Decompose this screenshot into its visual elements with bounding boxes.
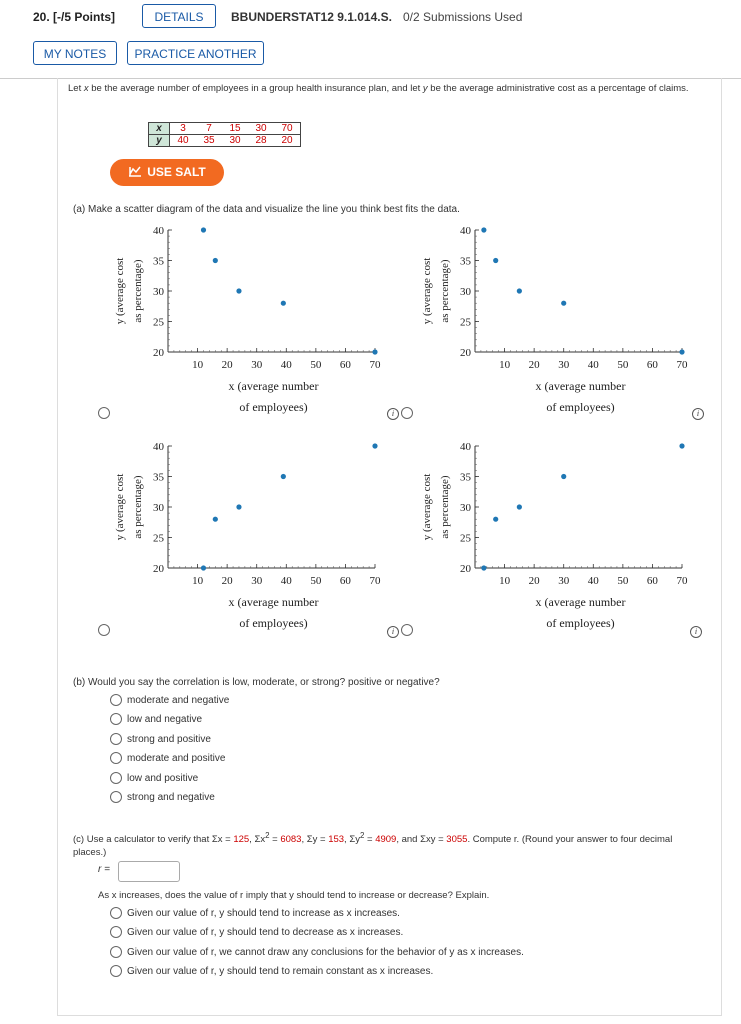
y-tick-label: 30 — [153, 502, 164, 514]
y-tick-label: 35 — [153, 471, 164, 484]
y-tick-label: 35 — [153, 255, 164, 268]
radio-button[interactable] — [110, 752, 122, 764]
y-tick-label: 25 — [460, 532, 471, 545]
part-b-option[interactable] — [110, 791, 215, 805]
option-label: low and positive — [127, 773, 199, 784]
y-axis-label: as percentage) — [439, 259, 451, 323]
table-cell: 15 — [222, 123, 248, 135]
part-c-option[interactable] — [110, 946, 524, 960]
x-tick-label: 20 — [528, 359, 540, 371]
x-tick-label: 70 — [676, 575, 688, 587]
table-cell: 30 — [222, 135, 248, 147]
data-point — [493, 517, 498, 522]
y-axis-label: as percentage) — [132, 475, 144, 539]
table-cell: 7 — [196, 123, 222, 135]
y-tick-label: 35 — [460, 255, 471, 268]
sum-x2-value: 6083 — [280, 834, 302, 846]
part-c-text: , Σy = — [301, 834, 329, 846]
part-c-text: , and Σxy = — [396, 834, 447, 846]
submissions-count: 0/2 Submissions Used — [403, 10, 523, 24]
y-tick-label: 35 — [460, 471, 471, 484]
scatter-plot-option-4 — [415, 438, 700, 638]
x-tick-label: 30 — [251, 575, 263, 587]
y-axis-label: y (average cost — [114, 257, 126, 325]
x-tick-label: 40 — [587, 575, 599, 587]
x-tick-label: 10 — [499, 575, 511, 587]
part-c-text: = — [364, 834, 376, 846]
info-icon[interactable]: i — [387, 408, 399, 420]
x-tick-label: 50 — [617, 359, 629, 371]
data-point — [561, 301, 566, 306]
part-c-text: . Compute r. (Round your answer to four decimal places.) — [73, 834, 673, 859]
radio-plot-option-2[interactable] — [401, 407, 413, 419]
data-point — [372, 349, 377, 354]
use-salt-label: USE SALT — [147, 165, 206, 179]
use-salt-button[interactable] — [110, 159, 224, 186]
option-label: Given our value of r, y should tend to decrease as x increases. — [127, 927, 404, 938]
option-label: Given our value of r, y should tend to remain constant as x increases. — [127, 966, 434, 977]
x-tick-label: 50 — [310, 575, 322, 587]
y-tick-label: 30 — [460, 502, 471, 514]
data-point — [481, 227, 486, 232]
part-c-text: , Σx — [249, 834, 266, 846]
r-input[interactable] — [118, 861, 180, 882]
x-axis-label: of employees) — [546, 400, 615, 414]
x-tick-label: 40 — [587, 359, 599, 371]
y-tick-label: 30 — [460, 286, 471, 298]
data-point — [213, 517, 218, 522]
part-c-sup: 2 — [359, 831, 365, 840]
x-axis-label: of employees) — [239, 616, 308, 630]
x-tick-label: 10 — [192, 359, 204, 371]
data-point — [372, 443, 377, 448]
x-axis-label: x (average number — [535, 379, 626, 393]
my-notes-button[interactable]: MY NOTES — [33, 41, 117, 65]
radio-button[interactable] — [110, 907, 122, 919]
intro-text: be the average administrative cost as a percentage of claims. — [427, 83, 689, 94]
part-c-option[interactable] — [110, 965, 433, 979]
y-axis-label: y (average cost — [421, 473, 433, 541]
radio-button[interactable] — [110, 946, 122, 958]
x-tick-label: 70 — [369, 575, 381, 587]
data-point — [493, 258, 498, 263]
radio-button[interactable] — [110, 713, 122, 725]
part-b-prompt: (b) Would you say the correlation is low, moderate, or strong? positive or negative? — [73, 677, 440, 688]
radio-button[interactable] — [110, 791, 122, 803]
option-label: moderate and negative — [127, 695, 230, 706]
scatter-plot-option-2 — [415, 222, 700, 422]
radio-button[interactable] — [110, 926, 122, 938]
part-b-option[interactable] — [110, 713, 202, 727]
y-tick-label: 25 — [153, 532, 164, 545]
x-tick-label: 30 — [558, 575, 570, 587]
x-tick-label: 20 — [528, 575, 540, 587]
data-point — [517, 504, 522, 509]
data-point — [517, 288, 522, 293]
y-tick-label: 40 — [460, 225, 471, 237]
sum-x-value: 125 — [233, 834, 250, 846]
table-cell: 35 — [196, 135, 222, 147]
x-axis-label: x (average number — [535, 595, 626, 609]
data-point — [281, 474, 286, 479]
x-tick-label: 10 — [192, 575, 204, 587]
option-label: Given our value of r, y should tend to increase as x increases. — [127, 908, 400, 919]
sum-y2-value: 4909 — [375, 834, 397, 846]
radio-plot-option-4[interactable] — [401, 624, 413, 636]
info-icon[interactable]: i — [387, 626, 399, 638]
data-point — [281, 301, 286, 306]
intro-text: be the average number of employees in a group health insurance plan, and let — [88, 83, 423, 94]
x-tick-label: 30 — [558, 359, 570, 371]
x-tick-label: 50 — [310, 359, 322, 371]
option-label: Given our value of r, we cannot draw any conclusions for the behavior of y as x increases. — [127, 947, 524, 958]
part-c-question: As x increases, does the value of r imply that y should tend to increase or decrease? Explain. — [98, 890, 490, 901]
scatter-plot-option-1 — [108, 222, 393, 422]
question-intro — [68, 82, 708, 96]
y-tick-label: 25 — [460, 316, 471, 329]
y-tick-label: 40 — [153, 441, 164, 453]
part-b-option[interactable] — [110, 752, 225, 766]
table-cell: 28 — [248, 135, 274, 147]
y-tick-label: 20 — [460, 347, 471, 359]
data-point — [561, 474, 566, 479]
x-axis-label: x (average number — [228, 379, 319, 393]
x-axis-label: x (average number — [228, 595, 319, 609]
table-cell: 40 — [170, 135, 197, 147]
radio-plot-option-1[interactable] — [98, 407, 110, 419]
r-label: r = — [98, 864, 110, 875]
y-tick-label: 20 — [460, 563, 471, 575]
y-tick-label: 40 — [153, 225, 164, 237]
radio-button[interactable] — [110, 694, 122, 706]
table-cell: 3 — [170, 123, 197, 135]
intro-var-x: x — [83, 83, 89, 94]
data-point — [481, 565, 486, 570]
part-c-text: (c) Use a calculator to verify that Σx = — [73, 834, 234, 846]
part-b-option[interactable] — [110, 694, 229, 708]
radio-button[interactable] — [110, 965, 122, 977]
part-b-option[interactable] — [110, 772, 198, 786]
table-cell: 70 — [274, 123, 301, 135]
x-tick-label: 20 — [221, 359, 233, 371]
data-table — [148, 122, 301, 147]
option-label: strong and positive — [127, 734, 211, 745]
y-tick-label: 40 — [460, 441, 471, 453]
sum-y-value: 153 — [328, 834, 345, 846]
y-tick-label: 20 — [153, 347, 164, 359]
info-icon[interactable]: i — [690, 626, 702, 638]
x-tick-label: 20 — [221, 575, 233, 587]
part-c-option[interactable] — [110, 926, 403, 940]
info-icon[interactable]: i — [692, 408, 704, 420]
x-tick-label: 40 — [280, 575, 292, 587]
part-c-text: = — [269, 834, 281, 846]
part-a-prompt: (a) Make a scatter diagram of the data and visualize the line you think best fits the data. — [73, 204, 460, 215]
part-b-option[interactable] — [110, 733, 211, 747]
details-button[interactable]: DETAILS — [142, 4, 216, 28]
x-tick-label: 40 — [280, 359, 292, 371]
x-tick-label: 60 — [646, 575, 658, 587]
y-axis-label: as percentage) — [132, 259, 144, 323]
option-label: low and negative — [127, 714, 203, 725]
x-axis-label: of employees) — [546, 616, 615, 630]
table-row-x — [149, 123, 301, 135]
table-cell: 30 — [248, 123, 274, 135]
part-c-text: , Σy — [344, 834, 360, 846]
part-c-prompt — [73, 829, 703, 859]
radio-plot-option-3[interactable] — [98, 624, 110, 636]
x-tick-label: 60 — [339, 359, 351, 371]
y-axis-label: y (average cost — [421, 257, 433, 325]
table-row-y — [149, 135, 301, 147]
data-point — [236, 504, 241, 509]
table-cell: 20 — [274, 135, 301, 147]
table-header-y: y — [149, 135, 170, 147]
salt-chart-icon — [128, 165, 142, 177]
x-tick-label: 50 — [617, 575, 629, 587]
x-tick-label: 60 — [646, 359, 658, 371]
radio-button[interactable] — [110, 772, 122, 784]
data-point — [213, 258, 218, 263]
option-label: strong and negative — [127, 792, 215, 803]
question-number: 20. [-/5 Points] — [33, 10, 116, 24]
practice-another-button[interactable]: PRACTICE ANOTHER — [127, 41, 264, 65]
option-label: moderate and positive — [127, 753, 226, 764]
y-tick-label: 25 — [153, 316, 164, 329]
y-tick-label: 20 — [153, 563, 164, 575]
data-point — [679, 349, 684, 354]
x-tick-label: 10 — [499, 359, 511, 371]
part-c-sup: 2 — [265, 831, 270, 840]
x-axis-label: of employees) — [239, 400, 308, 414]
data-point — [201, 565, 206, 570]
data-point — [201, 227, 206, 232]
data-point — [679, 443, 684, 448]
x-tick-label: 70 — [369, 359, 381, 371]
x-tick-label: 70 — [676, 359, 688, 371]
question-header — [0, 0, 741, 79]
part-c-option[interactable] — [110, 907, 400, 921]
scatter-plot-option-3 — [108, 438, 393, 638]
question-code: BBUNDERSTAT12 9.1.014.S. — [231, 10, 392, 24]
y-axis-label: as percentage) — [439, 475, 451, 539]
data-point — [236, 288, 241, 293]
intro-var-y: y — [422, 83, 428, 94]
x-tick-label: 30 — [251, 359, 263, 371]
y-tick-label: 30 — [153, 286, 164, 298]
intro-text: Let — [68, 83, 84, 94]
sum-xy-value: 3055 — [446, 834, 468, 846]
y-axis-label: y (average cost — [114, 473, 126, 541]
radio-button[interactable] — [110, 733, 122, 745]
x-tick-label: 60 — [339, 575, 351, 587]
table-header-x: x — [149, 123, 170, 135]
